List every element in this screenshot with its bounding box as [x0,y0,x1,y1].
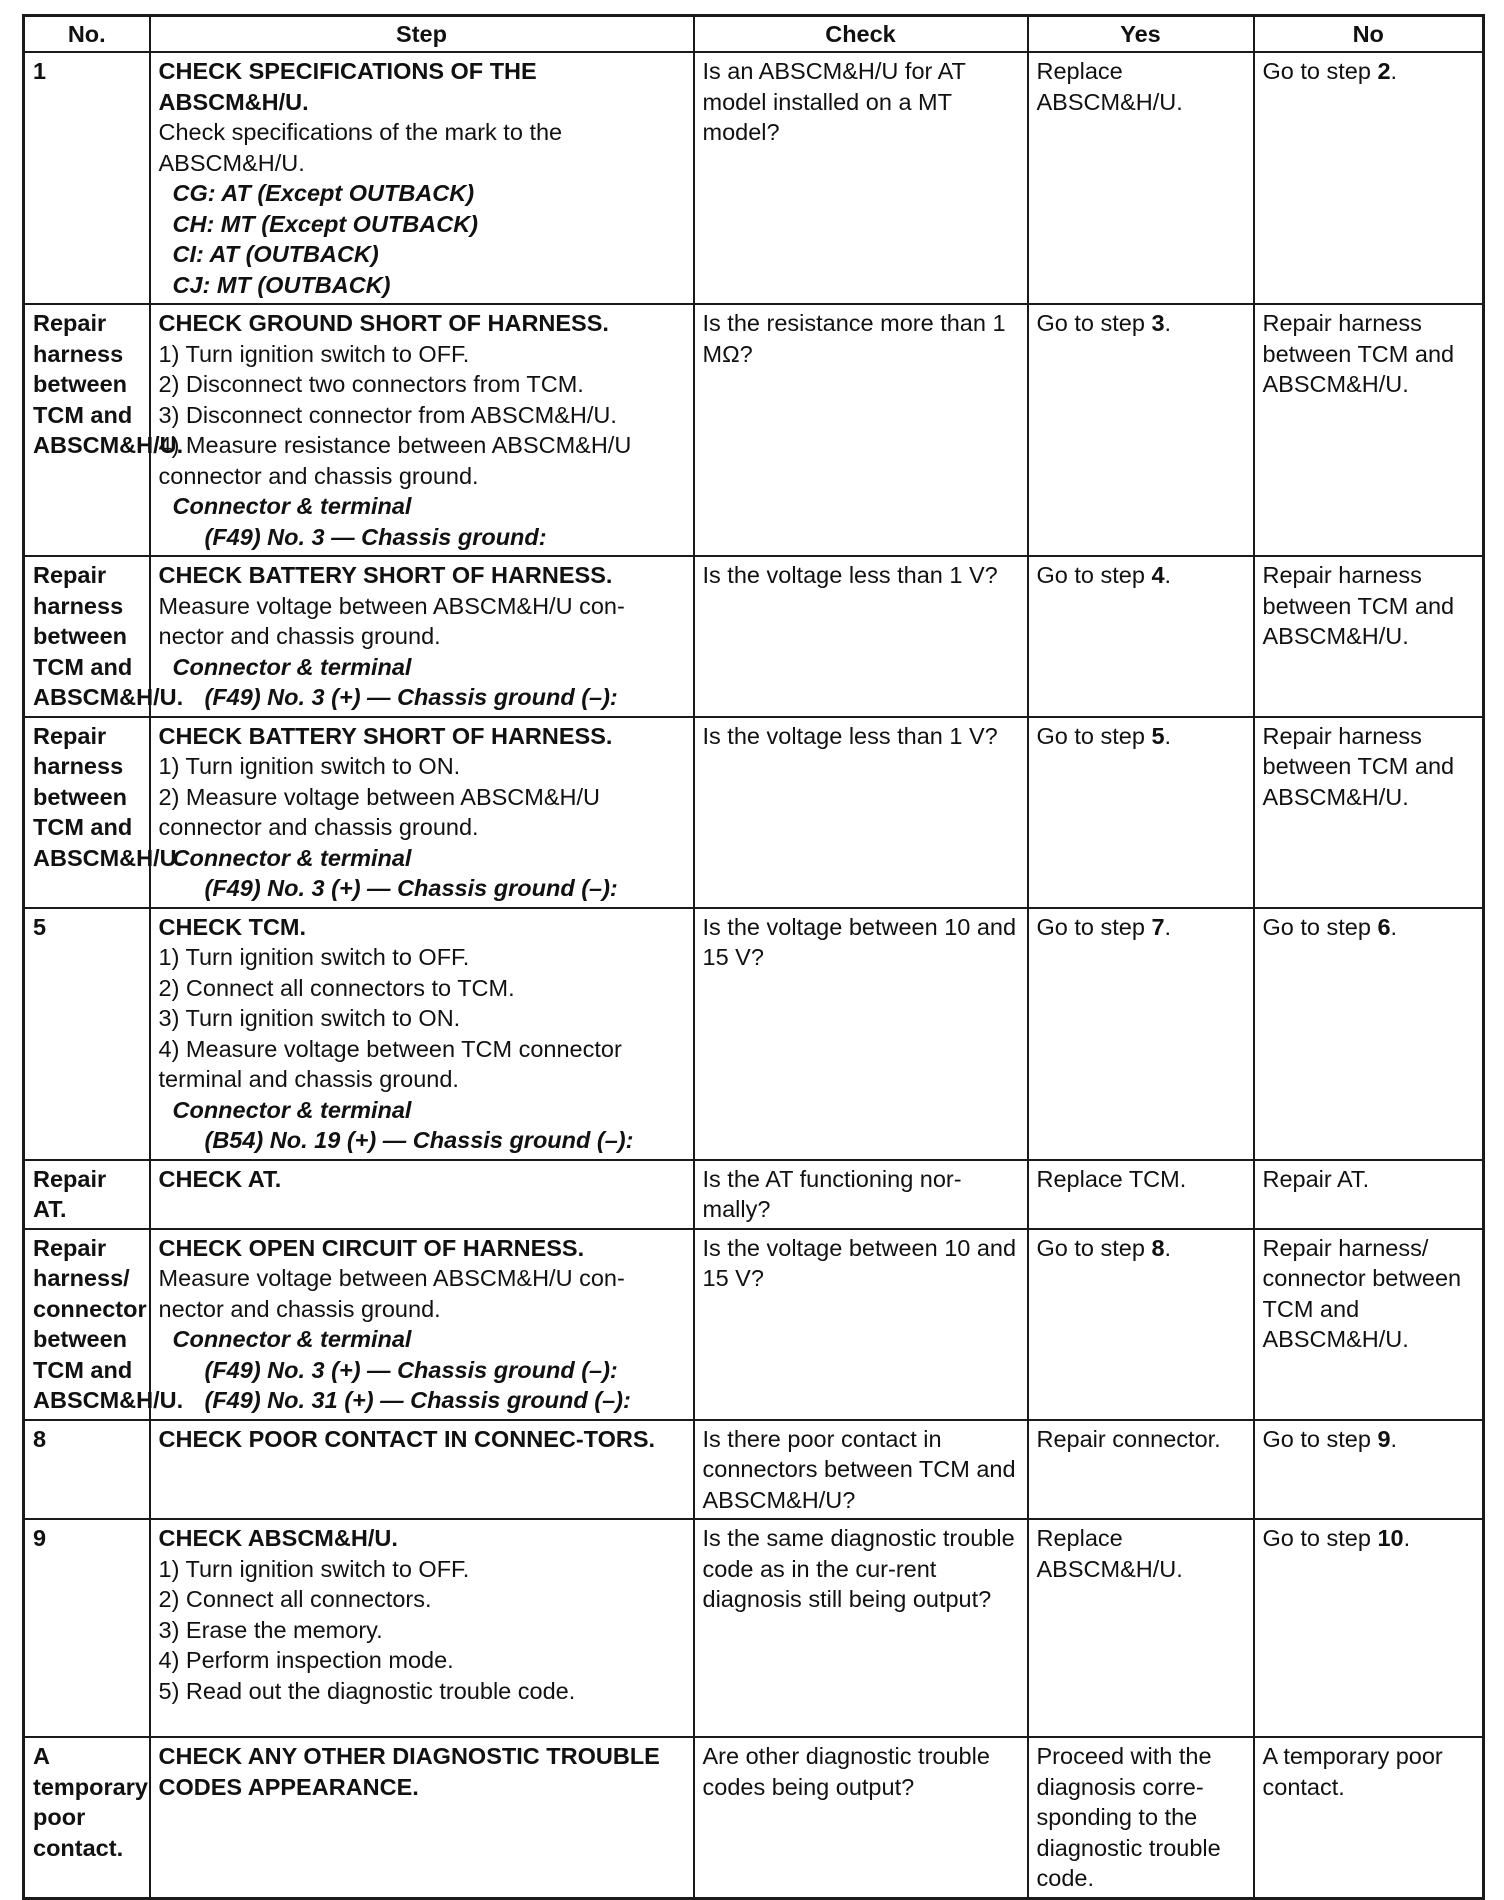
step-cell [150,1737,694,1898]
step-text: Check specifications of the mark to the ABSCM&H/U. [158,119,563,176]
spec-line: (F49) No. 3 — Chassis ground: [204,523,547,550]
step-cell [150,1160,694,1229]
spec-line: CH: MT (Except OUTBACK) [172,210,478,237]
step-number: 9 [24,1519,150,1737]
step-text: 3) Turn ignition switch to ON. [158,1005,461,1031]
step-text: 1) Turn ignition switch to OFF. [158,944,470,970]
yes-suffix: . [1164,310,1172,336]
yes-cell: Replace ABSCM&H/U. [1028,52,1254,304]
table-header-row [24,16,1484,53]
step-cell [150,908,694,1160]
table-row [24,1737,1484,1898]
spec-heading: Connector & terminal [172,1096,412,1123]
check-cell: Is the AT functioning nor-mally? [694,1160,1028,1229]
check-cell: Is the same diagnostic trouble code as in the cur-rent diagnosis still being output? [694,1519,1028,1737]
check-cell: Is the voltage less than 1 V? [694,717,1028,908]
step-title: CHECK POOR CONTACT IN CONNEC-TORS. [158,1425,656,1452]
spec-line: (F49) No. 3 (+) — Chassis ground (–): [204,875,618,901]
step-text: 4) Perform inspection mode. [158,1647,454,1673]
yes-cell [1028,556,1254,717]
no-prefix: Go to step [1262,1425,1378,1452]
yes-step-number: 3 [1151,310,1165,336]
no-cell: Repair harness between TCM and ABSCM&H/U. [1254,556,1484,717]
header-step: Step [150,16,694,53]
yes-prefix: Go to step [1036,913,1152,940]
spec-line: (F49) No. 3 (+) — Chassis ground (–): [204,684,618,710]
yes-cell: Proceed with the diagnosis corre-sponding to the diagnostic trouble code. [1028,1737,1254,1898]
spec-heading: Connector & terminal [172,493,412,519]
yes-suffix: . [1164,1234,1172,1261]
step-title: CHECK TCM. [158,913,307,940]
no-cell: Repair harness between TCM and ABSCM&H/U. [1254,717,1484,908]
table-row [24,1229,1484,1420]
step-title: CHECK ABSCM&H/U. [158,1525,398,1551]
yes-step-number: 8 [1151,1234,1165,1261]
table-row [24,556,1484,717]
yes-cell: Replace TCM. [1028,1160,1254,1229]
step-cell [150,304,694,556]
no-cell: Repair AT. [1254,1160,1484,1229]
no-suffix: . [1390,58,1398,84]
step-text: 2) Disconnect two connectors from TCM. [158,371,584,397]
yes-cell [1028,717,1254,908]
step-text: 2) Connect all connectors to TCM. [158,974,515,1001]
step-number: 8 [24,1420,150,1520]
header-no: No. [24,16,150,53]
no-prefix: Go to step [1262,58,1378,84]
yes-prefix: Go to step [1036,722,1152,749]
yes-step-number: 5 [1151,722,1165,749]
no-cell: Repair harness between TCM and ABSCM&H/U. [1254,304,1484,556]
no-suffix: . [1390,913,1398,940]
yes-cell [1028,1229,1254,1420]
no-prefix: Go to step [1262,913,1378,940]
header-check: Check [694,16,1028,53]
no-cell [1254,908,1484,1160]
no-cell [1254,1420,1484,1520]
check-cell: Is the resistance more than 1 MΩ? [694,304,1028,556]
yes-prefix: Go to step [1036,1234,1152,1261]
step-cell [150,556,694,717]
no-step-number: 2 [1377,58,1391,84]
table-row [24,304,1484,556]
spec-line: CJ: MT (OUTBACK) [172,271,391,298]
step-cell [150,1420,694,1520]
step-number: Repair harness between TCM and ABSCM&H/U. [24,304,150,556]
step-number: Repair harness between TCM and ABSCM&H/U. [24,556,150,717]
no-cell: A temporary poor contact. [1254,1737,1484,1898]
check-cell: Are other diagnostic trouble codes being output? [694,1737,1028,1898]
yes-cell: Repair connector. [1028,1420,1254,1520]
step-text: 3) Disconnect connector from ABSCM&H/U. [158,401,617,428]
step-text: 4) Measure resistance between ABSCM&H/U connector and chassis ground. [158,432,632,489]
step-text: 1) Turn ignition switch to OFF. [158,1555,470,1582]
spec-line: CI: AT (OUTBACK) [172,241,379,267]
step-title: CHECK OPEN CIRCUIT OF HARNESS. [158,1234,585,1261]
step-number: 1 [24,52,150,304]
no-step-number: 10 [1377,1525,1404,1551]
step-title: CHECK BATTERY SHORT OF HARNESS. [158,562,613,588]
step-title: CHECK AT. [158,1165,282,1192]
step-text: 1) Turn ignition switch to ON. [158,753,461,779]
no-cell [1254,52,1484,304]
diagnostic-procedure-table [22,14,1485,1900]
spec-line: CG: AT (Except OUTBACK) [172,180,475,206]
no-step-number: 6 [1377,913,1391,940]
check-cell: Is there poor contact in connectors between TCM and ABSCM&H/U? [694,1420,1028,1520]
check-cell: Is the voltage between 10 and 15 V? [694,908,1028,1160]
check-cell: Is an ABSCM&H/U for AT model installed on a MT model? [694,52,1028,304]
spec-heading: Connector & terminal [172,653,412,680]
no-cell: Repair harness/ connector between TCM and ABSCM&H/U. [1254,1229,1484,1420]
spec-line: (B54) No. 19 (+) — Chassis ground (–): [204,1127,634,1153]
step-number: 5 [24,908,150,1160]
step-cell [150,1229,694,1420]
yes-suffix: . [1164,562,1172,588]
header-no-result: No [1254,16,1484,53]
yes-cell: Replace ABSCM&H/U. [1028,1519,1254,1737]
step-text: 3) Erase the memory. [158,1616,383,1643]
table-row [24,1519,1484,1737]
yes-prefix: Go to step [1036,562,1152,588]
step-text: 1) Turn ignition switch to OFF. [158,340,470,367]
step-text: Measure voltage between ABSCM&H/U con-nector and chassis ground. [158,592,625,649]
step-text: 2) Measure voltage between ABSCM&H/U connector and chassis ground. [158,783,600,840]
yes-step-number: 4 [1151,562,1165,588]
step-number: Repair harness/ connector between TCM and ABSCM&H/U. [24,1229,150,1420]
table-row [24,1160,1484,1229]
step-title: CHECK GROUND SHORT OF HARNESS. [158,310,609,336]
no-suffix: . [1403,1525,1411,1551]
spec-heading: Connector & terminal [172,844,412,871]
spec-line: (F49) No. 3 (+) — Chassis ground (–): [204,1356,618,1383]
no-suffix: . [1390,1425,1398,1452]
yes-suffix: . [1164,913,1172,940]
table-row [24,908,1484,1160]
no-prefix: Go to step [1262,1525,1378,1551]
no-cell [1254,1519,1484,1737]
yes-cell [1028,304,1254,556]
no-step-number: 9 [1377,1425,1391,1452]
step-title: CHECK SPECIFICATIONS OF THE ABSCM&H/U. [158,58,537,115]
step-cell [150,1519,694,1737]
step-number: Repair AT. [24,1160,150,1229]
step-cell [150,52,694,304]
yes-cell [1028,908,1254,1160]
table-row [24,52,1484,304]
spec-line: (F49) No. 31 (+) — Chassis ground (–): [204,1387,631,1413]
step-text: 4) Measure voltage between TCM connector terminal and chassis ground. [158,1035,622,1092]
spec-heading: Connector & terminal [172,1326,412,1352]
yes-step-number: 7 [1151,913,1165,940]
step-text: 5) Read out the diagnostic trouble code. [158,1677,576,1704]
step-title: CHECK ANY OTHER DIAGNOSTIC TROUBLE CODES APPEARANCE. [158,1743,660,1800]
table-row [24,1420,1484,1520]
step-title: CHECK BATTERY SHORT OF HARNESS. [158,722,613,749]
step-number: A temporary poor contact. [24,1737,150,1898]
step-text: Measure voltage between ABSCM&H/U con-nector and chassis ground. [158,1265,625,1322]
yes-suffix: . [1164,722,1172,749]
yes-prefix: Go to step [1036,310,1152,336]
step-text: 2) Connect all connectors. [158,1586,432,1612]
check-cell: Is the voltage less than 1 V? [694,556,1028,717]
check-cell: Is the voltage between 10 and 15 V? [694,1229,1028,1420]
header-yes: Yes [1028,16,1254,53]
step-number: Repair harness between TCM and ABSCM&H/U. [24,717,150,908]
step-cell [150,717,694,908]
table-row [24,717,1484,908]
